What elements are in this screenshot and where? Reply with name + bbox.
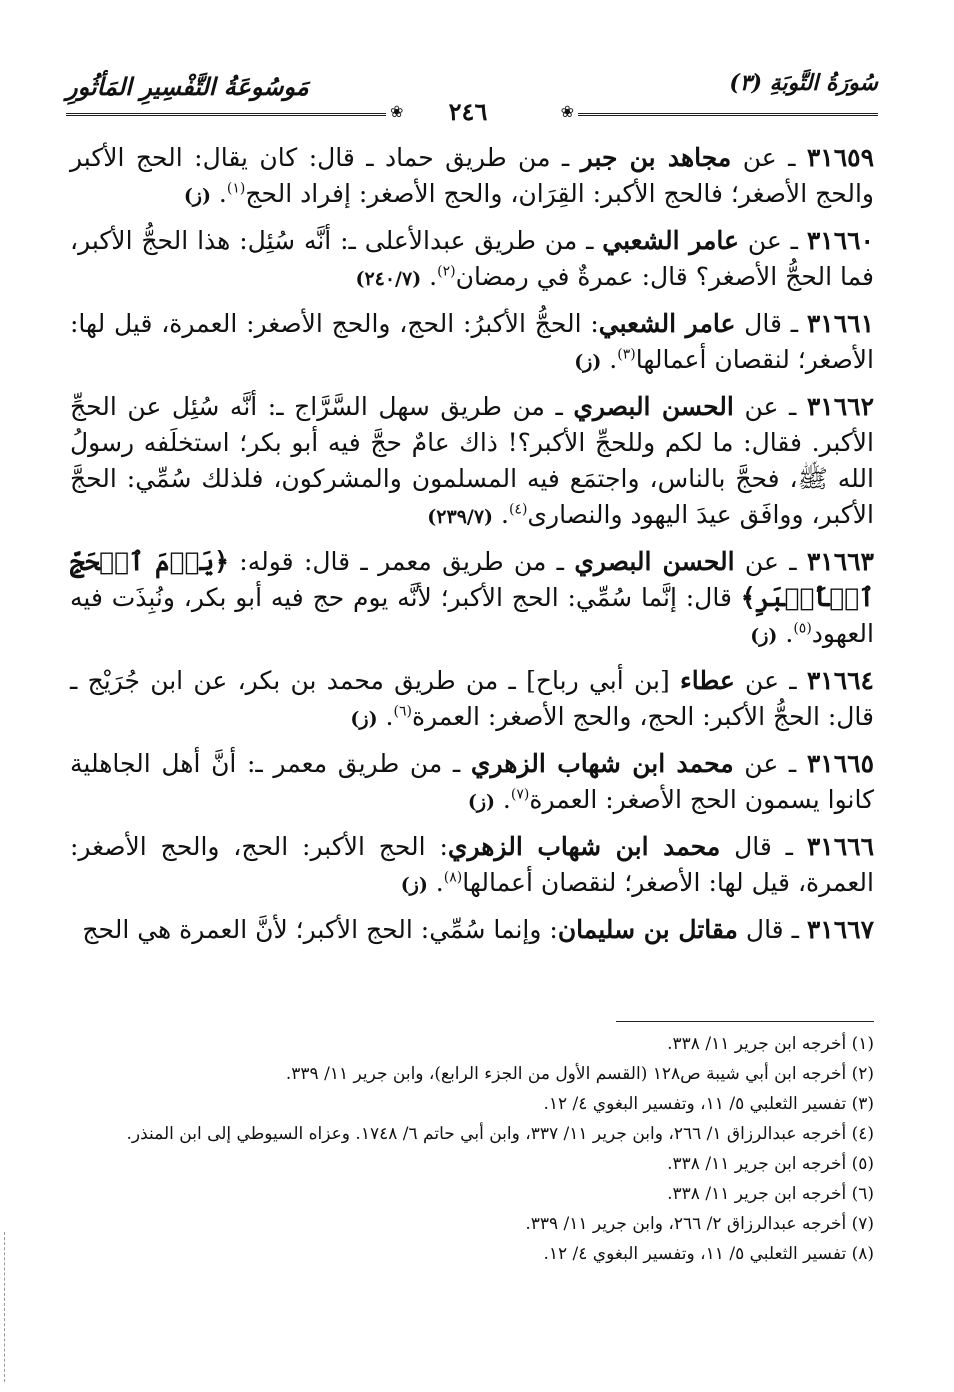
reference-mark: (ز) [350,708,378,730]
reference-mark: (ز) [183,185,211,207]
footnote-item: (٢) أخرجه ابن أبي شيبة ص١٢٨ (القسم الأول من الجزء الرابع)، وابن جرير ١١/ ٣٣٩. [285,1064,874,1084]
footnote-marker: (٦) [393,703,412,720]
narrator-name: مجاهد بن جبر [580,143,732,172]
entry-text: : الحجُّ الأكبرُ: الحج، والحج الأصغر: العمرة، قيل لها: الأصغر؛ لنقصان أعمالها [70,309,874,374]
footnote-marker: (٢) [437,263,456,280]
entry-text: ـ عن [733,749,807,778]
footnote-item: (٤) أخرجه عبدالرزاق ١/ ٢٦٦، وابن جرير ١١/ ٣٣٧، وابن أبي حاتم ٦/ ١٧٤٨. وعزاه السيوطي إلى ابن المنذر. [126,1124,874,1144]
entry-number: ٣١٦٦٥ [806,749,875,778]
entry-text: : وإنما سُمِّي: الحج الأكبر؛ لأنَّ العمرة هي الحج [82,915,558,944]
footnote-marker: (٧) [510,786,530,803]
entry-text: ـ عن [738,226,807,255]
narration-entry [70,663,874,737]
book-title: مَوسُوعَةُ التَّفْسِيرِ المَأثُورِ [66,72,309,101]
page-number: ٢٤٦ [448,97,488,126]
entry-number: ٣١٦٦٧ [806,915,874,944]
footnote-marker: (٤) [508,501,528,518]
footnote-marker: (٨) [443,869,463,886]
footnotes [70,1030,874,1270]
footnote-marker: (١) [226,180,246,197]
reference-mark: (٢٤٠/٧) [355,268,422,290]
quran-quote: ﴿يَوۡمَ ٱلۡحَجِّ ٱلۡأَكۡبَرِ﴾ [70,547,874,612]
entry-text: . [493,500,509,529]
entry-text: ـ من طريق معمر ـ قال: قوله: [228,547,575,576]
entry-text: . [601,345,618,374]
entry-text: ـ قال [720,832,807,861]
narrator-name: مقاتل بن سليمان [557,915,738,944]
entry-text: ـ من طريق حماد ـ قال: كان يقال: الحج الأكبر والحج الأصغر؛ فالحج الأكبر: القِرَان، والحج الأصغر: إفراد الحج [70,143,874,208]
main-text [70,140,874,957]
reference-mark: (ز) [467,791,495,813]
footnote-marker: (٥) [793,620,812,637]
footnote-item: (٥) أخرجه ابن جرير ١١/ ٣٣٨. [667,1154,874,1174]
narration-entry [70,140,874,214]
reference-mark: (٢٣٩/٧) [427,506,494,528]
reference-mark: (ز) [400,874,428,896]
entry-number: ٣١٦٦٣ [806,547,874,576]
reference-mark: (ز) [750,625,778,647]
narration-entry [70,829,874,903]
entry-text: [بن أبي رباح] ـ من طريق محمد بن بكر، عن ابن جُرَيْج ـ قال: الحجُّ الأكبر: الحج، والحج الأصغر: العمرة [70,666,874,731]
narration-entry [70,544,874,654]
entry-number: ٣١٦٦١ [806,309,874,338]
entry-number: ٣١٦٦٠ [806,226,874,255]
footnote-marker: (٣) [617,346,636,363]
entry-text: . [427,868,444,897]
surah-title: سُورَةُ التَّوبَةِ (٣) [729,70,878,96]
narrator-name: محمد ابن شهاب الزهري [447,832,721,861]
narrator-name: عامر الشعبي [602,226,739,255]
ornament-icon: ❀ [560,102,574,121]
narration-entry [70,223,874,297]
narration-entry [70,389,874,535]
entry-text: ـ عن [734,666,807,695]
narration-entry [70,746,874,820]
entry-number: ٣١٦٦٤ [806,666,874,695]
narrator-name: عامر الشعبي [598,309,736,338]
entry-text: ـ قال [737,915,807,944]
entry-text: . [494,785,511,814]
entry-text: ـ من طريق معمر ـ: أنَّ أهل الجاهلية كانوا يسمون الحج الأصغر: العمرة [70,749,874,814]
entry-number: ٣١٦٦٢ [806,392,874,421]
ornament-icon: ❀ [390,102,404,121]
entry-text: ـ عن [733,392,807,421]
narrator-name: عطاء [679,666,735,695]
narration-entry [70,306,874,380]
entry-text: ـ من طريق عبدالأعلى ـ: أنَّه سُئِل: هذا الحجُّ الأكبر، فما الحجُّ الأصغر؟ قال: عمرةٌ في رمضان [70,226,874,291]
entry-text: ـ عن [734,547,807,576]
entry-text: قال: إنَّما سُمِّي: الحج الأكبر؛ لأنَّه يوم حج فيه أبو بكر، ونُبِذَت فيه العهود [70,583,874,648]
entry-number: ٣١٦٥٩ [806,143,874,172]
entry-text: . [421,262,438,291]
footnote-separator [616,1021,874,1022]
entry-text: . [377,702,394,731]
footnote-item: (٨) تفسير الثعلبي ٥/ ١١، وتفسير البغوي ٤/ ١٢. [543,1244,874,1264]
entry-text: . [210,179,227,208]
entry-text: ـ عن [731,143,807,172]
header-rule-right [578,113,878,116]
entry-text: : الحج الأكبر: الحج، والحج الأصغر: العمرة، قيل لها: الأصغر؛ لنقصان أعمالها [70,832,874,897]
footnote-item: (٦) أخرجه ابن جرير ١١/ ٣٣٨. [667,1184,874,1204]
reference-mark: (ز) [574,351,602,373]
footnote-item: (١) أخرجه ابن جرير ١١/ ٣٣٨. [667,1034,874,1054]
scan-edge-marks [4,1232,7,1382]
page-header [66,66,878,136]
narrator-name: الحسن البصري [573,392,734,421]
narrator-name: محمد ابن شهاب الزهري [470,749,734,778]
entry-text: ـ قال [735,309,807,338]
header-rule-left [66,113,386,116]
entry-number: ٣١٦٦٦ [806,832,874,861]
entry-text: ـ من طريق سهل السَّرَّاج ـ: أنَّه سُئِل عن الحجِّ الأكبر. فقال: ما لكم وللحجِّ الأكبر؟! ذاك عامٌ حجَّ فيه أبو بكر؛ استخلَفه رسولُ الله ﷺ، فحجَّ بالناس، واجتمَع فيه المسلمون والمشركون، فلذلك سُمِّي: الحجَّ الأكبر، ووافَق عيدَ اليهود والنصارى [70,392,874,529]
narrator-name: الحسن البصري [574,547,735,576]
footnote-item: (٣) تفسير الثعلبي ٥/ ١١، وتفسير البغوي ٤/ ١٢. [543,1094,874,1114]
entry-text: . [777,619,794,648]
narration-entry [70,912,874,948]
footnote-item: (٧) أخرجه عبدالرزاق ٢/ ٢٦٦، وابن جرير ١١/ ٣٣٩. [525,1214,874,1234]
